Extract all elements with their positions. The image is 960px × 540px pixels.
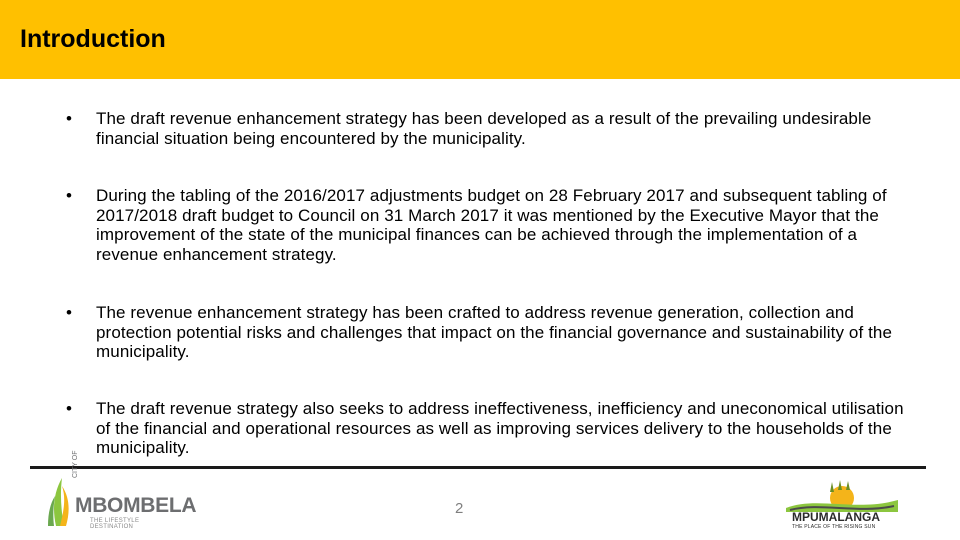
- bullet-text: The draft revenue strategy also seeks to address ineffectiveness, inefficiency and uneconomical utilisation of the financial and operational resources as well as improving services delivery to the households of the municipality.: [96, 399, 904, 457]
- rising-sun-mark-icon: [786, 478, 898, 512]
- logo-tagline: THE LIFESTYLE DESTINATION: [90, 518, 140, 530]
- bullet-dot-icon: •: [66, 186, 73, 205]
- page-number: 2: [455, 500, 464, 517]
- footer-divider: [30, 466, 926, 469]
- bullet-text: The draft revenue enhancement strategy has been developed as a result of the prevailing undesirable financial situation being encountered by the municipality.: [96, 109, 872, 148]
- bullet-dot-icon: •: [66, 399, 73, 418]
- logo-name: MBOMBELA: [75, 494, 197, 517]
- logo-tagline: THE PLACE OF THE RISING SUN: [792, 524, 876, 530]
- logo-city-label: CITY OF: [72, 450, 79, 478]
- bullet-item: [66, 109, 916, 148]
- logo-name: MPUMALANGA: [792, 510, 880, 524]
- city-of-mbombela-logo: [42, 450, 197, 530]
- bullet-item: [66, 399, 916, 458]
- bullet-item: [66, 303, 916, 362]
- slide-title: Introduction: [20, 25, 166, 53]
- bullet-dot-icon: •: [66, 303, 73, 322]
- mpumalanga-logo: [786, 478, 898, 534]
- bullet-dot-icon: •: [66, 109, 73, 128]
- bullet-text: During the tabling of the 2016/2017 adjustments budget on 28 February 2017 and subsequent tabling of 2017/2018 draft budget to Council on 31 March 2017 it was mentioned by the Executive Mayor that the improvement of the state of the municipal finances can be achieved through the implementation of a revenue enhancement strategy.: [96, 186, 887, 264]
- bullet-text: The revenue enhancement strategy has been crafted to address revenue generation, collection and protection potential risks and challenges that impact on the financial governance and sustainability of the municipality.: [96, 303, 893, 361]
- bullet-item: [66, 186, 916, 264]
